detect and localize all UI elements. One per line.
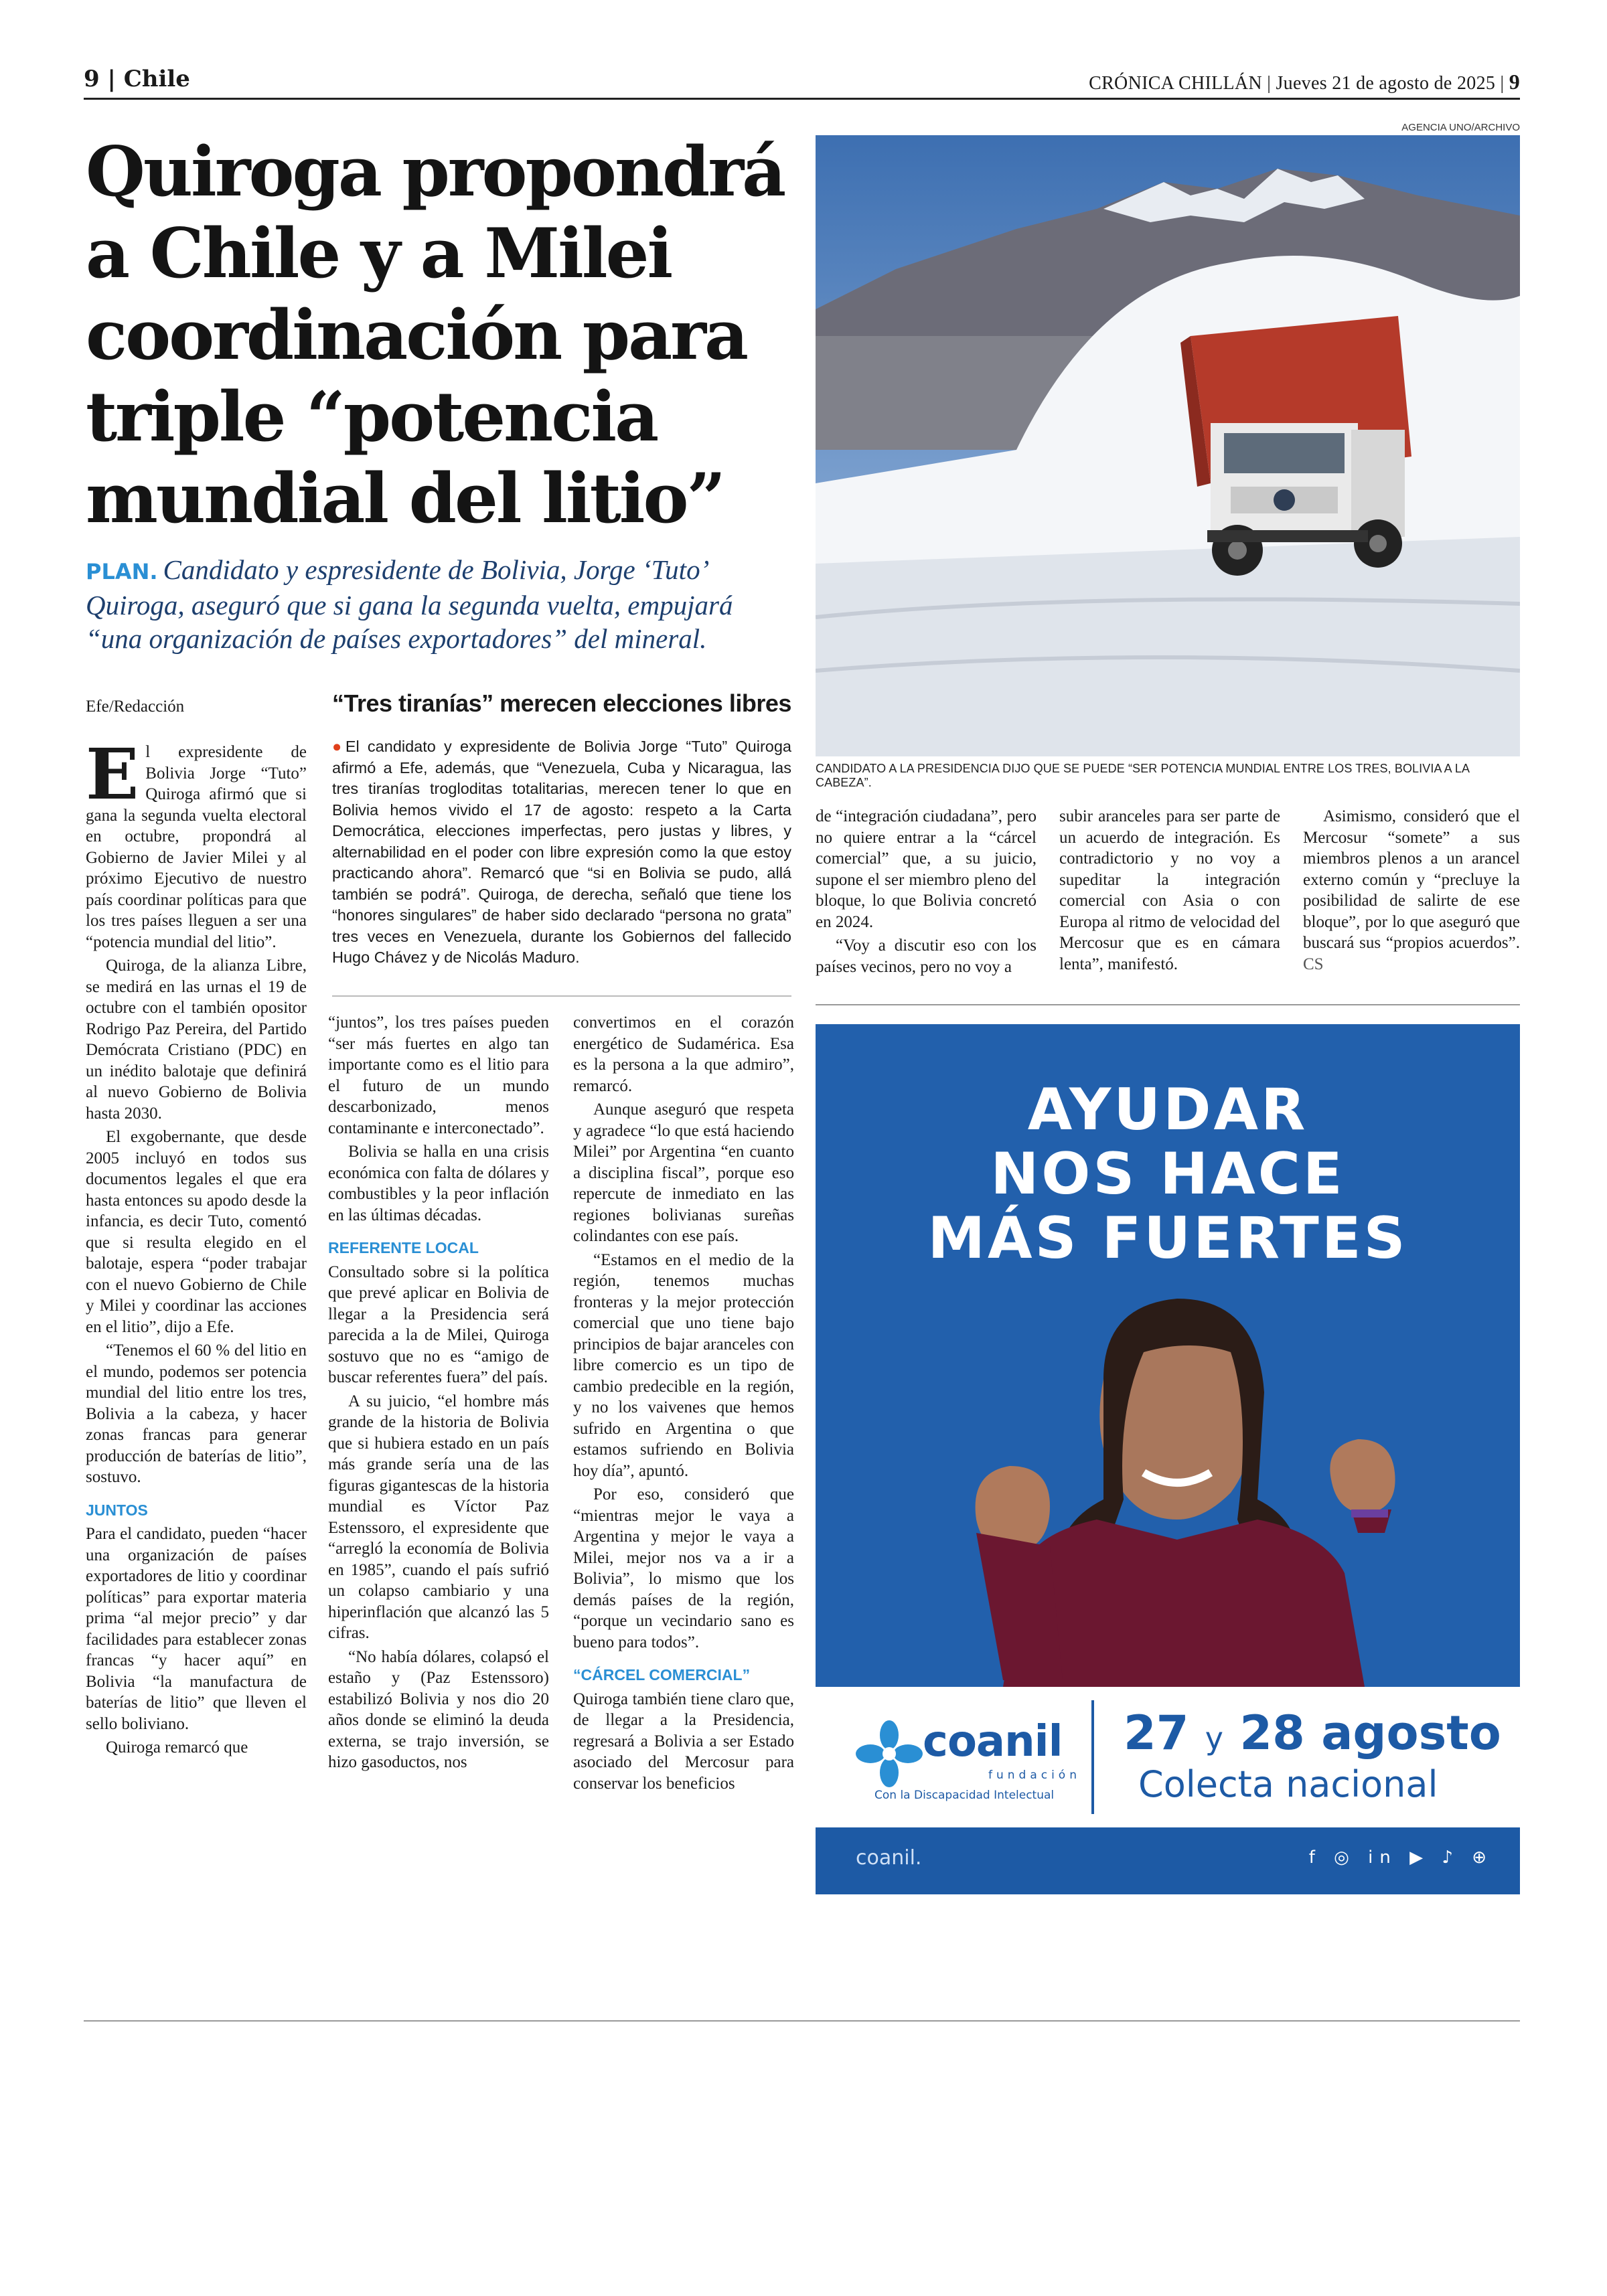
subheading: “CÁRCEL COMERCIAL” <box>573 1666 751 1684</box>
sidebar-box-body: El candidato y expresidente de Bolivia Jorge “Tuto” Quiroga afirmó a Efe, además, que “Venezuela, Cuba y Nicaragua, las tres tiranías trogloditas totalitarias, merecen tener lo que en Bolivia hemos vivido el 17 de agosto: respeto a la Carta Democrática, elecciones imperfectas, pero justas y libres, y alternabilidad en el poder con libre expresión como la que estoy practicando ahora”. Remarcó que “si en Bolivia se pudo, allá también se podrá”. Quiroga, de derecha, señaló que tiene los “honores singulares” de haber sido declarado “persona no grata” tres veces en Venezuela, durante los Gobiernos del fallecido Hugo Chávez y de Nicolás Maduro. <box>332 738 791 966</box>
ad-dates <box>1124 1706 1501 1760</box>
ad-headline <box>816 1078 1520 1270</box>
article-column-5 <box>1059 806 1280 977</box>
drop-cap: E <box>86 733 139 815</box>
header-rule <box>84 98 1520 100</box>
ad-url: coanil. <box>856 1846 922 1870</box>
paragraph: “Voy a discutir eso con los países vecinos, pero no voy a <box>816 936 1037 976</box>
paragraph: Aunque aseguró que respeta y agradece “lo que está haciendo Milei” por Argentina “en cuanto a disciplina fiscal”, porque eso repercute de inmediato en las regiones bolivianas sureñas colindantes con ese país. <box>573 1100 794 1245</box>
paragraph: A su juicio, “el hombre más grande de la historia de Bolivia que si hubiera estado en un país más grande sería una de las figuras gigantescas de la historia mundial es Víctor Paz Estenssoro, el expresidente que “arregló la economía de Bolivia en 1985”, cuando el país sufrió un colapso cambiario y una hiperinflación que alcanzó las 5 cifras. <box>328 1392 549 1642</box>
salt-flat-truck-illustration <box>816 135 1520 756</box>
ad-person-illustration <box>923 1279 1432 1687</box>
paragraph: de “integración ciudadana”, pero no quiere entrar a la “cárcel comercial” que, a su juicio, supone el ser miembro pleno del bloque, lo que Bolivia concretó en 2024. <box>816 807 1037 931</box>
ad-date-and: y <box>1205 1720 1224 1756</box>
article-lead <box>86 553 795 655</box>
article-headline: Quiroga propondrá a Chile y a Milei coordinación para triple “potencia mundial del litio” <box>86 132 785 539</box>
ad-headline-line: NOS HACE <box>990 1141 1345 1208</box>
advertisement[interactable] <box>816 1024 1520 1894</box>
masthead-info <box>1089 70 1520 94</box>
photo-caption: CANDIDATO A LA PRESIDENCIA DIJO QUE SE PUEDE “SER POTENCIA MUNDIAL ENTRE LOS TRES, BOLIVIA A LA CABEZA”. <box>816 762 1470 789</box>
issue-date: | Jueves 21 de agosto de 2025 | <box>1267 73 1505 94</box>
paragraph: Consultado sobre si la política que prevé aplicar en Bolivia de llegar a la Presidencia será parecida a la de Milei, Quiroga sostuvo que no es “amigo de buscar referentes fuera” del país. <box>328 1262 549 1386</box>
paragraph: Para el candidato, pueden “hacer una organización de países exportadores de litio y coordinar políticas” para exportar materia prima “al mejor precio” y dar facilidades para establecer zonas francas “y hacer aquí” en Bolivia “la manufactura de baterías de litio” que lleven el sello boliviano. <box>86 1525 307 1733</box>
ad-headline-line: AYUDAR <box>1027 1076 1308 1143</box>
coanil-flower-icon <box>856 1720 923 1787</box>
truck-icon <box>1180 316 1411 576</box>
paragraph: Quiroga remarcó que <box>106 1738 248 1756</box>
paragraph: convertimos en el corazón energético de Sudamérica. Esa es la persona a la que admiro”, remarcó. <box>573 1013 794 1095</box>
article-photo <box>816 135 1520 756</box>
article-column-2 <box>328 1012 549 1776</box>
paragraph: Bolivia se halla en una crisis económica con falta de dólares y combustibles y la peor inflación en las últimas décadas. <box>328 1143 549 1224</box>
ad-logo-subtitle: fundación <box>988 1769 1081 1782</box>
byline: Efe/Redacción <box>86 698 185 716</box>
ad-date-end: 28 agosto <box>1239 1706 1501 1760</box>
newspaper-name: CRÓNICA CHILLÁN <box>1089 73 1262 94</box>
paragraph-text: l expresidente de Bolivia Jorge “Tuto” Quiroga afirmó que si gana la segunda vuelta electoral en octubre, propondrá al Gobierno de Javier Milei y al próximo Ejecutivo de nuestro país coordinar políticas para que los tres países lleguen a ser una “potencia mundial del litio”. <box>86 743 307 951</box>
paragraph <box>1303 806 1520 975</box>
paragraph: subir aranceles para ser parte de un acuerdo de integración. Es contradictorio y no voy a supeditar la integración comercial con Asia o con Europa al ritmo de velocidad del Mercosur que es en cámara lenta”, manifestó. <box>1059 807 1280 973</box>
ad-event-name: Colecta nacional <box>1138 1763 1438 1805</box>
section-label: 9 | Chile <box>84 66 190 92</box>
subheading: REFERENTE LOCAL <box>328 1239 479 1256</box>
article-end-rule <box>816 1004 1520 1005</box>
sidebar-box-title: “Tres tiranías” merecen elecciones libres <box>332 689 791 717</box>
paragraph: “juntos”, los tres países pueden “ser más fuertes en algo tan importante como es el litio para el futuro de un mundo descarbonizado, menos contaminante e interconectado”. <box>328 1013 549 1137</box>
sidebar-box-text <box>332 736 791 969</box>
ad-headline-line: MÁS FUERTES <box>927 1205 1408 1272</box>
paragraph: Por eso, consideró que “mientras mejor le vaya a Argentina y mejor le vaya a Milei, mejor nos va a ir a Bolivia”, lo mismo que los demás países de la región, “porque un vecindario sano es bueno para todos”. <box>573 1485 794 1651</box>
paragraph: “Estamos en el medio de la región, tenemos muchas fronteras y la mejor protección comercial que uno tiene bajo principios de bajar aranceles con libre comercio es un tipo de cambio predecible en la región, y no los vaivenes que hemos sufrido en Argentina o que estamos sufriendo en Bolivia hoy día”, apuntó. <box>573 1250 794 1480</box>
paragraph <box>86 733 307 953</box>
page-number: 9 <box>1509 70 1520 94</box>
paragraph: “No había dólares, colapsó el estaño y (Paz Estenssoro) estabilizó Bolivia y nos dio 20 años donde se eliminó la deuda externa, se trajo inversión, se hizo gasoductos, nos <box>328 1647 549 1771</box>
footer-rule <box>84 2020 1520 2022</box>
subheading: JUNTOS <box>86 1501 148 1519</box>
article-column-1 <box>86 733 307 1761</box>
article-column-3 <box>573 1012 794 1797</box>
bullet-icon: ● <box>332 738 346 755</box>
end-mark: CS <box>1303 955 1324 973</box>
paragraph: Quiroga, de la alianza Libre, se medirá en las urnas el 19 de octubre con el también opositor Rodrigo Paz Pereira, del Partido Demócrata Cristiano (PDC) en un inédito balotaje que definirá al nuevo Gobierno de Bolivia hasta 2030. <box>86 957 307 1123</box>
ad-logo-tagline: Con la Discapacidad Intelectual <box>874 1789 1055 1802</box>
paragraph: “Tenemos el 60 % del litio en el mundo, podemos ser potencia mundial del litio entre los tres, Bolivia a la cabeza, y hacer zonas francas para generar producción de baterías de litio”, sostuvo. <box>86 1341 307 1486</box>
ad-logo: coanil <box>923 1717 1063 1767</box>
photo-credit: AGENCIA UNO/ARCHIVO <box>1401 122 1520 133</box>
ad-date-start: 27 <box>1124 1706 1189 1760</box>
lead-text: Candidato y espresidente de Bolivia, Jorge ‘Tuto’ Quiroga, aseguró que si gana la segunda vuelta, empujará “una organización de países exportadores” del mineral. <box>86 554 733 654</box>
social-icons: f ◎ in ▶ ♪ ⊕ <box>1308 1848 1493 1868</box>
box-rule <box>332 995 791 997</box>
paragraph: El exgobernante, que desde 2005 incluyó en todos sus documentos legales el que era hasta entonces su apodo desde la infancia, es decir Tuto, comentó que si resulta elegido en el balotaje, espera “poder trabajar con el nuevo Gobierno de Chile y Milei y coordinar las acciones en el litio”, dijo a Efe. <box>86 1128 307 1336</box>
article-column-4 <box>816 806 1037 980</box>
article-column-6 <box>1303 806 1520 977</box>
paragraph: Quiroga también tiene claro que, de llegar a la Presidencia, regresará a Bolivia a ser Estado asociado del Mercosur para conservar los beneficios <box>573 1690 794 1793</box>
lead-kicker: PLAN. <box>86 559 158 584</box>
paragraph-text: Asimismo, consideró que el Mercosur “somete” a sus miembros plenos a un arancel externo común y “precluye la posibilidad de salirte de ese bloque”, por lo que aseguró que buscará sus “propios acuerdos”. <box>1303 807 1520 952</box>
ad-divider <box>1091 1700 1094 1814</box>
